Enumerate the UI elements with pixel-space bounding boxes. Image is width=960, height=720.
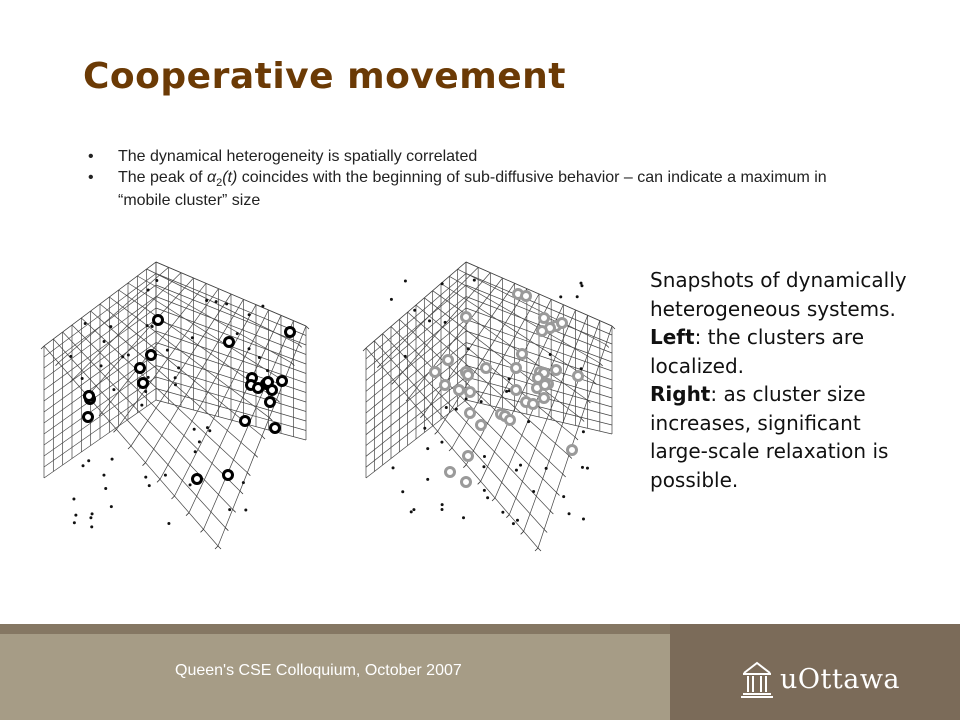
particle-dot xyxy=(581,466,584,469)
axis-tick xyxy=(449,448,452,451)
particle-dot xyxy=(244,508,247,511)
axis-tick xyxy=(550,511,553,514)
axis-tick xyxy=(172,496,175,499)
mobile-particle-marker xyxy=(264,378,273,387)
mobile-particle-marker xyxy=(462,313,471,322)
particle-dot xyxy=(164,474,167,477)
particle-dot xyxy=(208,429,211,432)
alpha-subscript: 2 xyxy=(216,177,223,190)
particle-dot xyxy=(127,354,130,357)
mobile-particle-marker xyxy=(512,364,521,373)
particle-dot xyxy=(266,369,269,372)
mobile-particle-marker xyxy=(462,478,471,487)
particle-dot xyxy=(401,490,404,493)
floor-grid-line xyxy=(189,315,281,512)
particle-dot xyxy=(441,508,444,511)
floor-grid-line xyxy=(81,318,247,473)
particle-dot xyxy=(72,498,75,501)
particle-dot xyxy=(193,428,196,431)
particle-dot xyxy=(84,322,87,325)
mobile-particle-marker xyxy=(271,424,280,433)
axis-tick xyxy=(233,509,236,512)
mobile-particle-marker xyxy=(464,371,473,380)
axis-tick xyxy=(544,530,547,533)
particle-dot xyxy=(580,284,583,287)
particle-dot xyxy=(109,325,112,328)
particle-dot xyxy=(441,503,444,506)
axis-tick xyxy=(492,498,495,501)
particle-dot xyxy=(390,298,393,301)
particle-dot xyxy=(455,408,458,411)
axis-tick xyxy=(201,529,204,532)
mobile-particle-marker xyxy=(541,381,550,390)
particle-dot xyxy=(549,353,552,356)
particle-dot xyxy=(205,299,208,302)
axis-tick xyxy=(157,479,160,482)
axis-tick xyxy=(277,399,280,402)
axis-tick xyxy=(262,436,265,439)
bullet-item xyxy=(88,148,848,165)
particle-dot xyxy=(559,295,562,298)
particle-dot xyxy=(194,450,197,453)
particle-dot xyxy=(73,521,76,524)
axis-tick xyxy=(506,515,509,518)
axis-tick xyxy=(363,348,366,351)
axis-tick xyxy=(521,531,524,534)
mobile-particle-marker xyxy=(241,417,250,426)
bullet-text xyxy=(118,169,848,209)
caption-left-text: : the clusters are localized. xyxy=(650,325,864,378)
mobile-particle-marker xyxy=(540,394,549,403)
particle-dot xyxy=(483,455,486,458)
axis-tick xyxy=(215,546,218,549)
axis-tick xyxy=(606,345,609,348)
particle-dot xyxy=(516,519,519,522)
particle-dot xyxy=(81,377,84,380)
mobile-particle-marker xyxy=(431,368,440,377)
particle-dot xyxy=(91,512,94,515)
mobile-particle-marker xyxy=(568,446,577,455)
mobile-particle-marker xyxy=(482,364,491,373)
particle-dot xyxy=(148,484,151,487)
axis-tick xyxy=(557,493,560,496)
particle-dot xyxy=(527,420,530,423)
particle-dot xyxy=(473,279,476,282)
axis-tick xyxy=(56,363,59,366)
particle-dot xyxy=(582,517,585,520)
footer-left-panel xyxy=(0,624,670,720)
particle-dot xyxy=(248,313,251,316)
mobile-particle-marker xyxy=(266,398,275,407)
mobile-particle-marker xyxy=(446,468,455,477)
axis-tick xyxy=(392,381,395,384)
particle-dot xyxy=(174,376,177,379)
caption-left-label: Left xyxy=(650,325,695,349)
particle-dot xyxy=(146,324,149,327)
mobile-particle-marker xyxy=(529,400,538,409)
particle-dot xyxy=(413,309,416,312)
particle-dot xyxy=(166,349,169,352)
particle-dot xyxy=(480,400,483,403)
particle-dot xyxy=(444,321,447,324)
particle-dot xyxy=(515,469,518,472)
axis-tick xyxy=(41,346,44,349)
bullet-marker: • xyxy=(88,148,94,165)
particle-dot xyxy=(462,516,465,519)
bullet-item xyxy=(88,169,848,209)
particle-dot xyxy=(482,465,485,468)
particle-dot xyxy=(121,355,124,358)
particle-dot xyxy=(82,464,85,467)
particle-dot xyxy=(423,427,426,430)
particle-dot xyxy=(104,487,107,490)
mobile-particle-marker xyxy=(147,351,156,360)
particle-dot xyxy=(562,495,565,498)
particle-dot xyxy=(144,390,147,393)
particle-dot xyxy=(242,481,245,484)
axis-tick xyxy=(299,344,302,347)
particle-dot xyxy=(404,355,407,358)
axis-tick xyxy=(143,463,146,466)
particle-dot xyxy=(582,430,585,433)
footer-bar xyxy=(0,624,960,720)
floor-grid-line xyxy=(175,310,269,496)
particle-dot xyxy=(147,376,150,379)
alpha-symbol: α xyxy=(206,169,217,186)
particle-dot xyxy=(87,459,90,462)
particle-dot xyxy=(206,426,209,429)
snapshot-plot-left xyxy=(38,250,310,560)
snapshot-plot-right xyxy=(360,250,622,560)
mobile-particle-marker xyxy=(466,388,475,397)
mobile-particle-marker xyxy=(154,316,163,325)
particle-dot xyxy=(215,300,218,303)
figure-caption xyxy=(650,266,920,494)
particle-dot xyxy=(174,383,177,386)
particle-dot xyxy=(111,458,114,461)
particle-dot xyxy=(69,355,72,358)
particle-dot xyxy=(177,366,180,369)
axis-tick xyxy=(291,363,294,366)
axis-tick xyxy=(535,548,538,551)
particle-dot xyxy=(580,367,583,370)
particle-dot xyxy=(112,388,115,391)
bullet-text-pre: The peak of xyxy=(118,169,207,186)
mobile-particle-marker xyxy=(286,328,295,337)
axis-tick xyxy=(218,546,221,549)
axis-tick xyxy=(538,548,541,551)
particle-dot xyxy=(512,522,515,525)
axis-tick xyxy=(186,513,189,516)
particle-dot xyxy=(248,347,251,350)
axis-tick xyxy=(420,415,423,418)
uottawa-logo xyxy=(740,659,900,699)
mobile-particle-marker xyxy=(552,366,561,375)
particle-dot xyxy=(426,447,429,450)
bullet-text: The dynamical heterogeneity is spatially correlated xyxy=(118,148,478,165)
particle-dot xyxy=(90,525,93,528)
axis-tick xyxy=(435,431,438,434)
logo-text: uOttawa xyxy=(780,663,901,695)
particle-dot xyxy=(545,467,548,470)
particle-dot xyxy=(144,476,147,479)
particle-dot xyxy=(508,377,511,380)
particle-dot xyxy=(576,295,579,298)
mobile-particle-marker xyxy=(518,350,527,359)
mobile-particle-marker xyxy=(574,372,583,381)
particle-dot xyxy=(89,516,92,519)
particle-dot xyxy=(74,514,77,517)
axis-tick xyxy=(463,465,466,468)
particle-dot xyxy=(428,319,431,322)
particle-dot xyxy=(225,302,228,305)
particle-dot xyxy=(198,440,201,443)
particle-dot xyxy=(483,489,486,492)
particle-dot xyxy=(236,332,239,335)
particle-dot xyxy=(147,289,150,292)
axis-tick xyxy=(563,474,566,477)
particle-dot xyxy=(441,282,444,285)
particle-dot xyxy=(167,522,170,525)
particle-dot xyxy=(586,467,589,470)
axis-tick xyxy=(255,454,258,457)
axis-tick xyxy=(225,528,228,531)
axis-tick xyxy=(128,446,131,449)
axis-tick xyxy=(377,365,380,368)
mobile-particle-marker xyxy=(193,475,202,484)
particle-dot xyxy=(110,505,113,508)
bullet-list xyxy=(88,148,848,213)
mobile-particle-marker xyxy=(85,392,94,401)
particle-dot xyxy=(155,279,158,282)
bullet-marker: • xyxy=(88,169,94,186)
axis-tick xyxy=(70,379,73,382)
mobile-particle-marker xyxy=(444,356,453,365)
particle-dot xyxy=(532,490,535,493)
axis-tick xyxy=(581,419,584,422)
particle-dot xyxy=(579,282,582,285)
slide-title: Cooperative movement xyxy=(83,56,566,97)
mobile-particle-marker xyxy=(225,338,234,347)
particle-dot xyxy=(519,464,522,467)
particle-dot xyxy=(445,406,448,409)
axis-tick xyxy=(575,437,578,440)
particle-dot xyxy=(440,441,443,444)
particle-dot xyxy=(189,483,192,486)
mobile-particle-marker xyxy=(538,327,547,336)
particle-dot xyxy=(102,474,105,477)
axis-tick xyxy=(247,473,250,476)
footer-right-panel xyxy=(670,624,960,720)
mobile-particle-marker xyxy=(506,416,515,425)
particle-dot xyxy=(100,364,103,367)
particle-dot xyxy=(467,347,470,350)
particle-dot xyxy=(261,305,264,308)
caption-right-label: Right xyxy=(650,382,711,406)
mobile-particle-marker xyxy=(441,381,450,390)
axis-tick xyxy=(612,326,615,329)
alpha-argument: (t) xyxy=(222,169,238,186)
particle-dot xyxy=(191,336,194,339)
mobile-particle-marker xyxy=(136,364,145,373)
footer-strip xyxy=(0,624,670,634)
bullet-text-post: coincides with the beginning of sub-diffusive behavior – can indicate a maximum in “mobile cluster” size xyxy=(118,169,827,210)
caption-intro: Snapshots of dynamically heterogeneous systems. xyxy=(650,268,907,321)
mobile-particle-marker xyxy=(558,319,567,328)
particle-dot xyxy=(410,510,413,513)
particle-dot xyxy=(103,340,106,343)
axis-tick xyxy=(478,481,481,484)
axis-tick xyxy=(240,491,243,494)
particle-dot xyxy=(465,398,468,401)
mobile-particle-marker xyxy=(224,471,233,480)
mobile-particle-marker xyxy=(84,413,93,422)
particle-dot xyxy=(568,512,571,515)
mobile-particle-marker xyxy=(477,421,486,430)
particle-dot xyxy=(228,508,231,511)
particle-dot xyxy=(392,466,395,469)
mobile-particle-marker xyxy=(139,379,148,388)
caption-right-text: : as cluster size increases, significant large-scale relaxation is possible. xyxy=(650,382,889,492)
particle-dot xyxy=(426,478,429,481)
axis-tick xyxy=(306,326,309,329)
footer-text: Queen's CSE Colloquium, October 2007 xyxy=(175,662,462,679)
mobile-particle-marker xyxy=(522,292,531,301)
particle-dot xyxy=(501,511,504,514)
axis-tick xyxy=(114,429,117,432)
mobile-particle-marker xyxy=(455,386,464,395)
particle-dot xyxy=(140,404,143,407)
particle-dot xyxy=(404,279,407,282)
particle-dot xyxy=(151,325,154,328)
mobile-particle-marker xyxy=(512,386,521,395)
floor-grid-line xyxy=(524,321,600,532)
mobile-particle-marker xyxy=(540,314,549,323)
particle-dot xyxy=(505,390,508,393)
mobile-particle-marker xyxy=(466,409,475,418)
particle-dot xyxy=(258,356,261,359)
mobile-particle-marker xyxy=(464,452,473,461)
mobile-particle-marker xyxy=(278,377,287,386)
particle-dot xyxy=(486,496,489,499)
particle-dot xyxy=(412,508,415,511)
building-icon xyxy=(740,659,774,699)
